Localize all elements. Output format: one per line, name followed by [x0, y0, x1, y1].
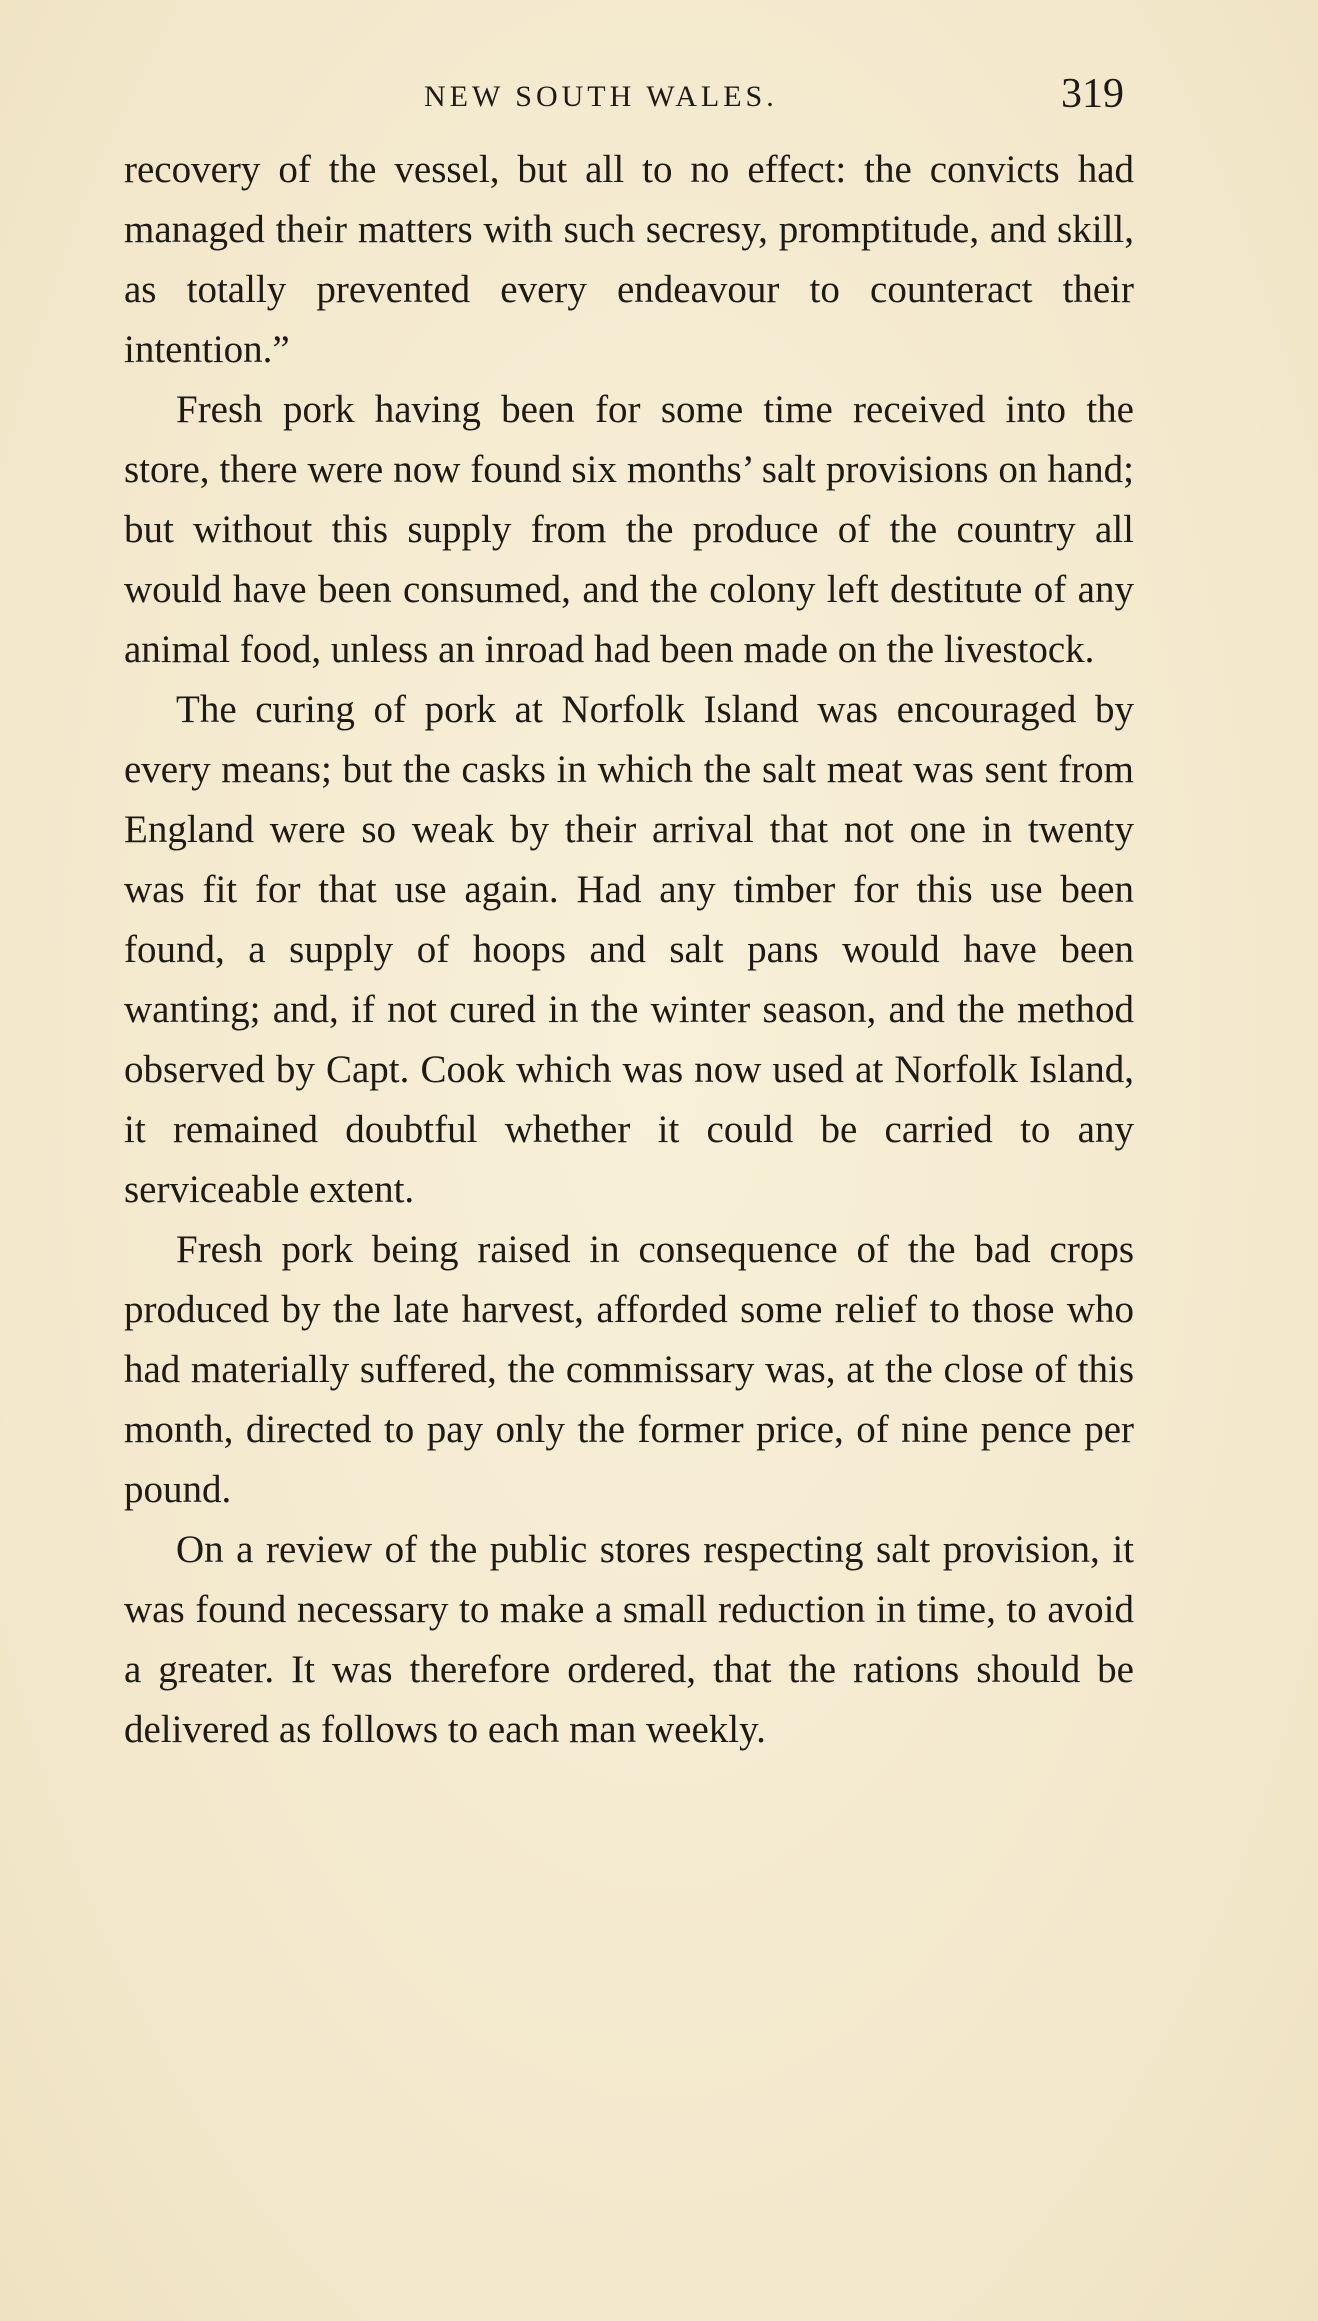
paragraph-price: Fresh pork being raised in consequence of the bad crops produced by the late harvest, afforded some relief to those who had materially suffered, the commissary was, at the close of this month, directed to pay only the former price, of nine pence per pound. — [124, 1228, 1134, 1511]
paragraph-curing-pork: The curing of pork at Norfolk Island was encouraged by every means; but the casks in which the salt meat was sent from England were so weak by their arrival that not one in twenty was fit for that use again. Had any timber for this use been found, a supply of hoops and salt pans would have been wanting; and, if not cured in the winter season, and the method observed by Capt. Cook which was now used at Norfolk Island, it remained doubtful whether it could be carried to any serviceable extent. — [124, 688, 1134, 1211]
page-number: 319 — [1061, 71, 1124, 117]
body-text — [124, 140, 1134, 1760]
paragraph-fresh-pork: Fresh pork having been for some time received into the store, there were now found six months’ salt provisions on hand; but without this supply from the produce of the country all would have been consumed, and the colony left destitute of any animal food, unless an inroad had been made on the livestock. — [124, 388, 1134, 671]
paragraph-rations: On a review of the public stores respecting salt provision, it was found necessary to make a small reduction in time, to avoid a greater. It was therefore ordered, that the rations should be delivered as follows to each man weekly. — [124, 1528, 1134, 1751]
running-head: NEW SOUTH WALES. — [424, 80, 778, 113]
page-header — [124, 70, 1134, 130]
paragraph-continuation: recovery of the vessel, but all to no effect: the convicts had managed their matters with such secresy, promptitude, and skill, as totally prevented every endeavour to counteract their intention.” — [124, 148, 1134, 371]
